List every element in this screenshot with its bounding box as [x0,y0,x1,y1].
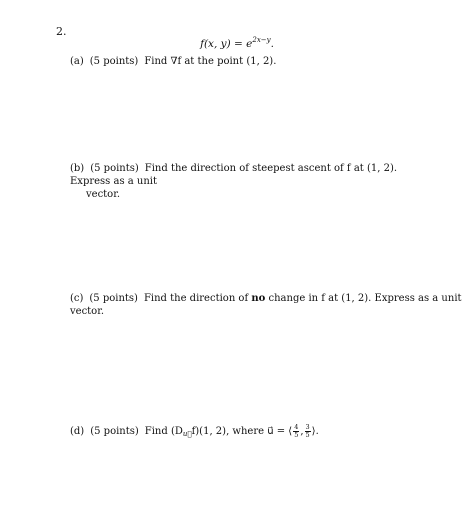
part-c-points: (5 points) [89,293,138,304]
part-b-tag: (b) [70,163,85,174]
part-c-tag: (c) [70,293,84,304]
frac1-numerator: 4 [294,423,299,431]
formula-lhs: f(x, y) = e [200,38,253,50]
question-part-b [70,162,438,201]
function-definition [0,36,474,50]
question-part-a [70,55,276,68]
part-c-bold-word: no [251,293,266,304]
part-b-text-line1: Find the direction of steepest ascent of f at (1, 2). Express as a unit [70,163,398,187]
formula-end: . [270,38,274,50]
frac2-denominator: 5 [305,431,310,439]
formula-exponent: 2x−y [252,36,271,44]
part-b-text-line2: vector. [86,189,121,200]
part-c-text-after: change in f at (1, 2). Express as a unit vector. [70,293,462,317]
frac1-denominator: 5 [294,431,299,439]
part-d-text-end: ⟩. [311,426,319,437]
problem-number: 2. [56,25,67,38]
part-d-separator: , [300,426,304,437]
part-d-subscript: u⃗ [182,430,192,438]
part-d-text-before: Find (D [144,426,183,437]
frac2-numerator: 3 [305,423,310,431]
part-d-tag: (d) [70,426,85,437]
part-d-points: (5 points) [90,426,139,437]
part-a-points: (5 points) [89,56,139,67]
part-b-points: (5 points) [90,163,139,174]
fraction-four-fifths [293,424,299,439]
question-part-d [70,424,319,441]
part-d-text-mid: f)(1, 2), where u⃗ = ⟨ [191,426,293,437]
question-part-c [70,292,474,318]
part-a-text: Find ∇f at the point (1, 2). [144,56,277,67]
fraction-three-fifths [305,424,311,439]
part-a-tag: (a) [70,56,84,67]
part-c-text-before: Find the direction of [143,293,249,304]
